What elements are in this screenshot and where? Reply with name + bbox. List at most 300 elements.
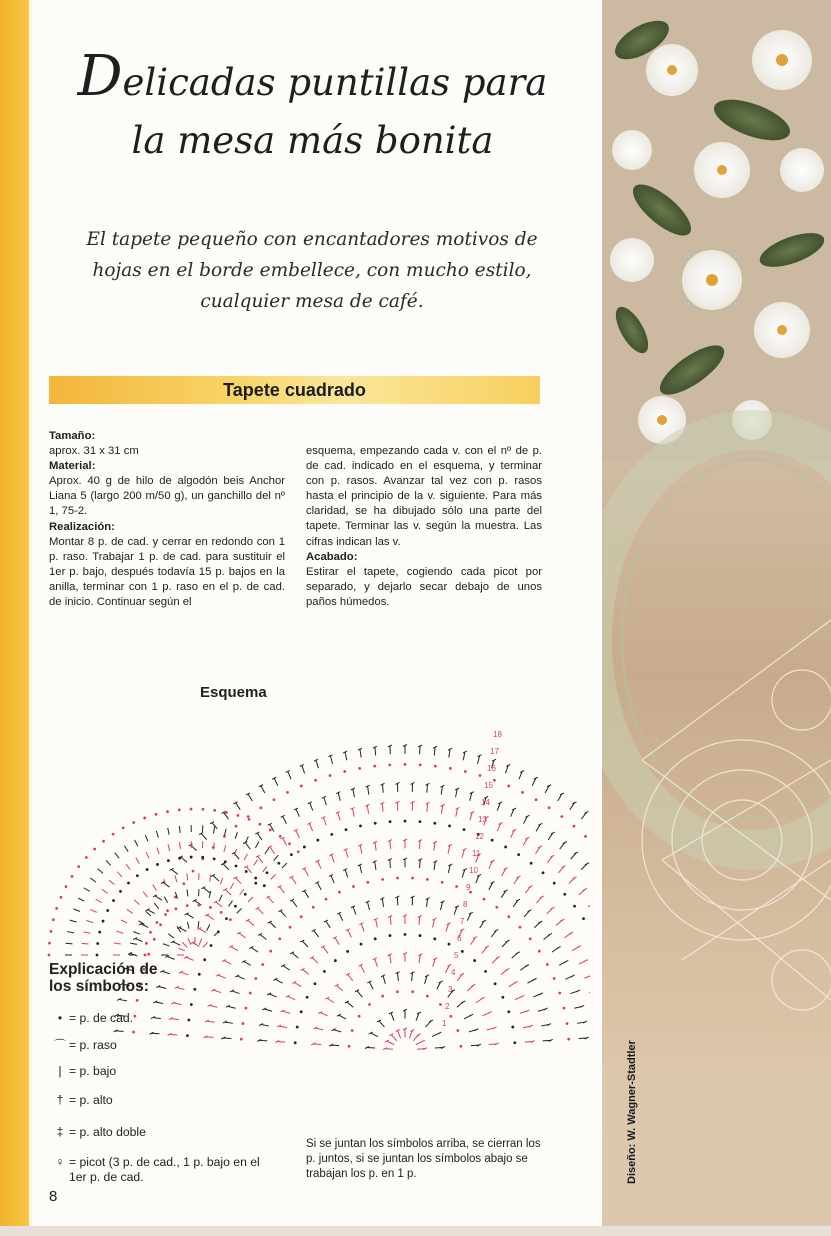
chain-dot bbox=[244, 893, 247, 896]
chain-dot bbox=[245, 870, 248, 873]
stitch-mark bbox=[269, 994, 276, 997]
stitch-mark bbox=[382, 803, 383, 811]
stitch-mark bbox=[501, 891, 505, 898]
stitch-mark bbox=[182, 942, 187, 947]
chain-dot bbox=[52, 918, 55, 921]
stitch-mark bbox=[203, 942, 208, 947]
stitch-mark bbox=[347, 1002, 353, 1007]
chain-dot bbox=[495, 906, 498, 909]
stitch-mark bbox=[536, 824, 540, 831]
stitch-mark bbox=[526, 887, 531, 894]
round-number: 6 bbox=[457, 934, 462, 943]
chain-dot bbox=[404, 820, 407, 823]
stitch-mark bbox=[360, 749, 361, 757]
chain-dot bbox=[65, 885, 68, 888]
chain-dot bbox=[178, 808, 181, 811]
stitch-mark bbox=[274, 778, 278, 785]
chain-dot bbox=[396, 877, 399, 880]
round-number: 10 bbox=[469, 866, 478, 875]
chain-symbol-icon: • bbox=[57, 1011, 63, 1025]
chain-dot bbox=[143, 817, 146, 820]
chain-dot bbox=[153, 938, 156, 941]
chain-dot bbox=[314, 779, 317, 782]
chain-dot bbox=[112, 899, 115, 902]
stitch-mark bbox=[312, 958, 318, 964]
stitch-mark bbox=[96, 899, 102, 902]
stitch-mark bbox=[116, 1031, 124, 1032]
chain-dot bbox=[449, 767, 452, 770]
stitch-mark bbox=[213, 990, 221, 992]
material-value: Aprox. 40 g de hilo de algodón beis Anchor Liana 5 (largo 200 m/50 g), un ganchillo del nº 1, 75-2. bbox=[49, 475, 285, 518]
stitch-mark bbox=[375, 842, 376, 850]
stitch-mark bbox=[488, 1012, 492, 1014]
stitch-mark bbox=[198, 921, 199, 928]
stitch-mark bbox=[156, 831, 158, 838]
chain-dot bbox=[202, 808, 205, 811]
stitch-mark bbox=[82, 943, 89, 944]
stitch-mark bbox=[391, 1013, 394, 1021]
chain-dot bbox=[366, 881, 369, 884]
stitch-mark bbox=[538, 921, 542, 923]
stitch-mark bbox=[155, 896, 162, 900]
stitch-mark bbox=[310, 803, 313, 811]
stitch-mark bbox=[235, 832, 237, 839]
stitch-mark bbox=[426, 899, 427, 907]
picot-symbol-icon: ♀ bbox=[55, 1155, 65, 1169]
stitch-mark bbox=[558, 794, 562, 801]
stitch-mark bbox=[114, 943, 121, 944]
chain-dot bbox=[463, 828, 466, 831]
stitch-mark bbox=[283, 838, 287, 845]
chain-dot bbox=[566, 1022, 569, 1025]
stitch-mark bbox=[547, 856, 552, 863]
stitch-mark bbox=[106, 860, 111, 865]
stitch-mark bbox=[214, 931, 219, 936]
stitch-mark bbox=[133, 932, 140, 934]
round-number: 5 bbox=[454, 951, 459, 960]
stitch-mark bbox=[560, 843, 565, 850]
stitch-mark bbox=[244, 854, 247, 860]
stitch-mark bbox=[294, 982, 301, 986]
chain-dot bbox=[127, 882, 130, 885]
section-heading: Tapete cuadrado bbox=[223, 380, 366, 400]
chain-dot bbox=[381, 878, 384, 881]
chain-dot bbox=[48, 954, 51, 957]
chain-dot bbox=[419, 934, 422, 937]
chain-dot bbox=[71, 875, 74, 878]
chain-dot bbox=[155, 813, 158, 816]
stitch-mark bbox=[213, 875, 219, 880]
chain-dot bbox=[225, 917, 228, 920]
chain-dot bbox=[511, 1026, 514, 1029]
stitch-mark bbox=[434, 862, 435, 870]
stitch-mark bbox=[331, 1045, 339, 1046]
stitch-mark bbox=[232, 991, 240, 994]
stitch-mark bbox=[419, 955, 420, 963]
title-line2: la mesa más bonita bbox=[131, 119, 494, 162]
chain-dot bbox=[351, 1029, 354, 1032]
stitch-mark bbox=[331, 855, 334, 863]
round-number: 9 bbox=[466, 883, 471, 892]
stitch-mark bbox=[83, 932, 90, 933]
chain-dot bbox=[269, 828, 272, 831]
stitch-mark bbox=[449, 749, 450, 757]
stitch-mark bbox=[86, 921, 93, 923]
stitch-mark bbox=[173, 1003, 181, 1005]
stitch-mark bbox=[134, 900, 139, 905]
section-heading-bar bbox=[49, 376, 540, 404]
chain-dot bbox=[338, 891, 341, 894]
chain-dot bbox=[389, 820, 392, 823]
legend-item-double: † = p. alto bbox=[53, 1093, 303, 1108]
round-number: 15 bbox=[484, 781, 493, 790]
stitch-mark bbox=[224, 961, 231, 965]
chain-dot bbox=[433, 822, 436, 825]
chain-dot bbox=[494, 982, 497, 985]
chain-dot bbox=[269, 950, 272, 953]
stitch-mark bbox=[337, 985, 343, 991]
chain-dot bbox=[346, 950, 349, 953]
stitch-mark bbox=[251, 948, 258, 953]
stitch-mark bbox=[207, 924, 210, 930]
round-number: 16 bbox=[487, 764, 496, 773]
chain-dot bbox=[122, 827, 125, 830]
stitch-mark bbox=[368, 786, 369, 794]
chain-dot bbox=[235, 865, 238, 868]
stitch-mark bbox=[90, 910, 96, 913]
round-number: 13 bbox=[478, 815, 487, 824]
stitch-mark bbox=[339, 1015, 346, 1019]
round-number: 8 bbox=[463, 900, 468, 909]
chain-dot bbox=[513, 1041, 516, 1044]
stitch-mark bbox=[231, 947, 238, 951]
stitch-mark bbox=[117, 931, 124, 933]
chain-dot bbox=[147, 953, 150, 956]
stitch-mark bbox=[296, 809, 299, 817]
chain-dot bbox=[529, 937, 532, 940]
stitch-mark bbox=[437, 1032, 441, 1034]
stitch-mark bbox=[545, 786, 549, 793]
stitch-mark bbox=[288, 996, 295, 999]
chain-dot bbox=[102, 920, 105, 923]
chain-dot bbox=[389, 934, 392, 937]
stitch-mark bbox=[239, 933, 246, 938]
chain-dot bbox=[373, 765, 376, 768]
chain-dot bbox=[112, 833, 115, 836]
stitch-mark bbox=[186, 957, 193, 960]
stitch-mark bbox=[398, 973, 399, 981]
round-number: 11 bbox=[472, 849, 481, 858]
stitch-mark bbox=[469, 1014, 473, 1016]
stitch-mark bbox=[224, 829, 226, 836]
chain-dot bbox=[229, 918, 232, 921]
stitch-mark bbox=[318, 861, 321, 869]
stitch-mark bbox=[254, 860, 258, 866]
stitch-mark bbox=[571, 975, 575, 977]
chain-dot bbox=[136, 874, 139, 877]
stitch-mark bbox=[146, 852, 149, 858]
chain-dot bbox=[573, 825, 576, 828]
stitch-mark bbox=[331, 875, 334, 883]
chain-dot bbox=[314, 982, 317, 985]
stitch-mark bbox=[268, 897, 273, 903]
stitch-mark bbox=[313, 1044, 321, 1045]
stitch-mark bbox=[419, 841, 420, 849]
stitch-mark bbox=[270, 922, 276, 928]
chain-dot bbox=[484, 970, 487, 973]
stitch-mark bbox=[179, 826, 180, 833]
stitch-mark bbox=[539, 993, 543, 995]
stitch-mark bbox=[589, 990, 590, 992]
legend-item-treble: ‡ = p. alto doble bbox=[53, 1125, 303, 1140]
stitch-mark bbox=[168, 828, 169, 835]
stitch-mark bbox=[187, 922, 189, 929]
chain-dot bbox=[312, 906, 315, 909]
stitch-mark bbox=[199, 938, 202, 944]
stitch-mark bbox=[398, 1030, 401, 1038]
stitch-mark bbox=[115, 853, 119, 859]
stitch-mark bbox=[225, 890, 231, 895]
double-crochet-symbol-icon: † bbox=[56, 1093, 64, 1107]
chain-dot bbox=[560, 815, 563, 818]
chain-dot bbox=[164, 913, 167, 916]
stitch-mark bbox=[292, 877, 297, 884]
stitch-mark bbox=[219, 895, 222, 901]
stitch-mark bbox=[102, 889, 108, 893]
chain-dot bbox=[521, 791, 524, 794]
chain-dot bbox=[247, 815, 250, 818]
chain-dot bbox=[323, 970, 326, 973]
material-label: Material: bbox=[49, 460, 96, 473]
stitch-mark bbox=[314, 930, 319, 937]
stitch-mark bbox=[557, 947, 561, 949]
chain-dot bbox=[374, 937, 377, 940]
chain-dot bbox=[519, 926, 522, 929]
chain-dot bbox=[459, 1045, 462, 1048]
stitch-mark bbox=[248, 897, 253, 902]
stitch-mark bbox=[584, 960, 588, 962]
stitch-mark bbox=[434, 842, 435, 850]
legend-item-picot-cont: 1er p. de cad. bbox=[69, 1170, 144, 1184]
chain-dot bbox=[439, 1003, 442, 1006]
stitch-mark bbox=[167, 956, 174, 959]
stitch-mark bbox=[98, 869, 103, 874]
chain-dot bbox=[464, 770, 467, 773]
chain-dot bbox=[166, 810, 169, 813]
chain-dot bbox=[517, 853, 520, 856]
stitch-mark bbox=[334, 1030, 342, 1032]
stitch-mark bbox=[228, 1006, 236, 1008]
stitch-mark bbox=[304, 869, 308, 876]
stitch-mark bbox=[536, 847, 541, 854]
chain-dot bbox=[501, 996, 504, 999]
stitch-mark bbox=[441, 786, 442, 794]
stitch-mark bbox=[224, 845, 226, 852]
stitch-mark bbox=[296, 830, 300, 837]
stitch-mark bbox=[201, 834, 207, 840]
realizacion-label: Realización: bbox=[49, 520, 115, 533]
chain-dot bbox=[159, 923, 162, 926]
stitch-mark bbox=[520, 995, 524, 997]
chain-dot bbox=[261, 963, 264, 966]
stitch-mark bbox=[304, 891, 308, 898]
chain-dot bbox=[360, 943, 363, 946]
title-initial: D bbox=[77, 44, 123, 109]
stitch-mark bbox=[513, 900, 518, 907]
chain-dot bbox=[279, 835, 282, 838]
stitch-mark bbox=[583, 889, 587, 891]
stitch-mark bbox=[279, 1026, 287, 1027]
chain-dot bbox=[491, 839, 494, 842]
treble-crochet-symbol-icon: ‡ bbox=[56, 1125, 64, 1139]
stitch-mark bbox=[109, 880, 114, 885]
stitch-mark bbox=[371, 1033, 378, 1037]
chain-dot bbox=[193, 988, 196, 991]
stitch-mark bbox=[126, 864, 130, 870]
chain-dot bbox=[149, 931, 152, 934]
chain-dot bbox=[441, 881, 444, 884]
stitch-mark bbox=[124, 846, 128, 852]
stitch-mark bbox=[421, 1040, 425, 1042]
stitch-mark bbox=[461, 1001, 465, 1003]
stitch-mark bbox=[175, 875, 177, 882]
stitch-mark bbox=[263, 867, 267, 872]
chain-dot bbox=[85, 856, 88, 859]
stitch-mark bbox=[560, 919, 564, 921]
stitch-mark bbox=[207, 915, 214, 920]
stitch-mark bbox=[237, 908, 242, 913]
legend-item-slip: ⌒ = p. raso bbox=[53, 1038, 117, 1052]
stitch-mark bbox=[502, 869, 506, 876]
stitch-mark bbox=[581, 812, 586, 819]
chain-dot bbox=[96, 954, 99, 957]
legend-item-single: | = p. bajo bbox=[53, 1064, 303, 1079]
chain-dot bbox=[55, 907, 58, 910]
chain-dot bbox=[182, 882, 185, 885]
chain-dot bbox=[553, 977, 556, 980]
chain-dot bbox=[209, 906, 212, 909]
stitch-mark bbox=[168, 844, 170, 851]
chain-dot bbox=[288, 842, 291, 845]
chain-dot bbox=[119, 890, 122, 893]
chain-dot bbox=[156, 921, 159, 924]
chain-dot bbox=[584, 835, 587, 838]
chain-dot bbox=[249, 992, 252, 995]
chain-dot bbox=[358, 1015, 361, 1018]
chain-dot bbox=[558, 992, 561, 995]
chain-dot bbox=[358, 767, 361, 770]
stitch-mark bbox=[248, 920, 254, 925]
chain-dot bbox=[220, 911, 223, 914]
chain-dot bbox=[449, 1015, 452, 1018]
chain-dot bbox=[404, 933, 407, 936]
stitch-mark bbox=[216, 902, 222, 907]
chain-dot bbox=[456, 1029, 459, 1032]
stitch-mark bbox=[315, 1028, 323, 1030]
chain-dot bbox=[396, 990, 399, 993]
stitch-mark bbox=[127, 909, 133, 913]
stitch-mark bbox=[353, 907, 356, 915]
stitch-mark bbox=[457, 974, 462, 981]
chain-dot bbox=[411, 877, 414, 880]
chain-dot bbox=[303, 846, 306, 849]
stitch-mark bbox=[271, 874, 276, 879]
stitch-mark bbox=[382, 899, 383, 907]
stitch-mark bbox=[146, 911, 151, 916]
stitch-mark bbox=[292, 900, 297, 907]
stitch-mark bbox=[339, 913, 343, 920]
stitch-mark bbox=[309, 823, 312, 831]
stitch-mark bbox=[274, 855, 278, 860]
stitch-mark bbox=[584, 975, 590, 978]
stitch-mark bbox=[220, 878, 222, 885]
stitch-mark bbox=[187, 914, 194, 918]
stitch-mark bbox=[168, 934, 173, 938]
stitch-mark bbox=[257, 908, 263, 914]
stitch-mark bbox=[152, 1033, 160, 1034]
chain-dot bbox=[210, 944, 213, 947]
stitch-mark bbox=[420, 860, 421, 868]
chain-dot bbox=[567, 1038, 570, 1041]
stitch-mark bbox=[360, 845, 362, 853]
chain-dot bbox=[582, 917, 585, 920]
chain-dot bbox=[106, 909, 109, 912]
stitch-mark bbox=[265, 848, 269, 854]
chain-dot bbox=[213, 809, 216, 812]
chain-dot bbox=[59, 896, 62, 899]
stitch-mark bbox=[280, 911, 285, 917]
stitch-mark bbox=[367, 902, 369, 910]
chain-dot bbox=[433, 937, 436, 940]
chain-dot bbox=[258, 823, 261, 826]
stitch-mark bbox=[270, 847, 275, 854]
stitch-mark bbox=[169, 1034, 177, 1035]
chain-dot bbox=[334, 959, 337, 962]
chain-dot bbox=[493, 779, 496, 782]
chain-dot bbox=[479, 774, 482, 777]
stitch-mark bbox=[471, 984, 475, 986]
chain-dot bbox=[455, 885, 458, 888]
stitch-mark bbox=[548, 933, 552, 935]
stitch-mark bbox=[257, 833, 262, 840]
size-label: Tamaño: bbox=[49, 430, 96, 442]
stitch-mark bbox=[244, 961, 251, 965]
stitch-mark bbox=[158, 987, 166, 989]
chain-dot bbox=[254, 977, 257, 980]
stitch-mark bbox=[577, 946, 581, 948]
stitch-mark bbox=[525, 965, 529, 967]
round-number: 2 bbox=[445, 1002, 450, 1011]
stitch-mark bbox=[181, 972, 189, 975]
chain-dot bbox=[343, 770, 346, 773]
stitch-mark bbox=[275, 979, 282, 983]
stitch-mark bbox=[119, 999, 127, 1000]
stitch-mark bbox=[533, 978, 537, 980]
chain-dot bbox=[98, 931, 101, 934]
chain-dot bbox=[145, 942, 148, 945]
instructions-right-column bbox=[306, 444, 542, 610]
stitch-mark bbox=[570, 803, 575, 810]
stitch-mark bbox=[141, 924, 148, 927]
chain-dot bbox=[563, 893, 566, 896]
stitch-mark bbox=[324, 797, 327, 805]
stitch-mark bbox=[288, 771, 291, 779]
chain-dot bbox=[330, 833, 333, 836]
chain-dot bbox=[507, 915, 510, 918]
round-number: 7 bbox=[460, 917, 465, 926]
acabado-label: Acabado: bbox=[306, 550, 358, 563]
title-line1: elicadas puntillas para bbox=[122, 61, 548, 104]
